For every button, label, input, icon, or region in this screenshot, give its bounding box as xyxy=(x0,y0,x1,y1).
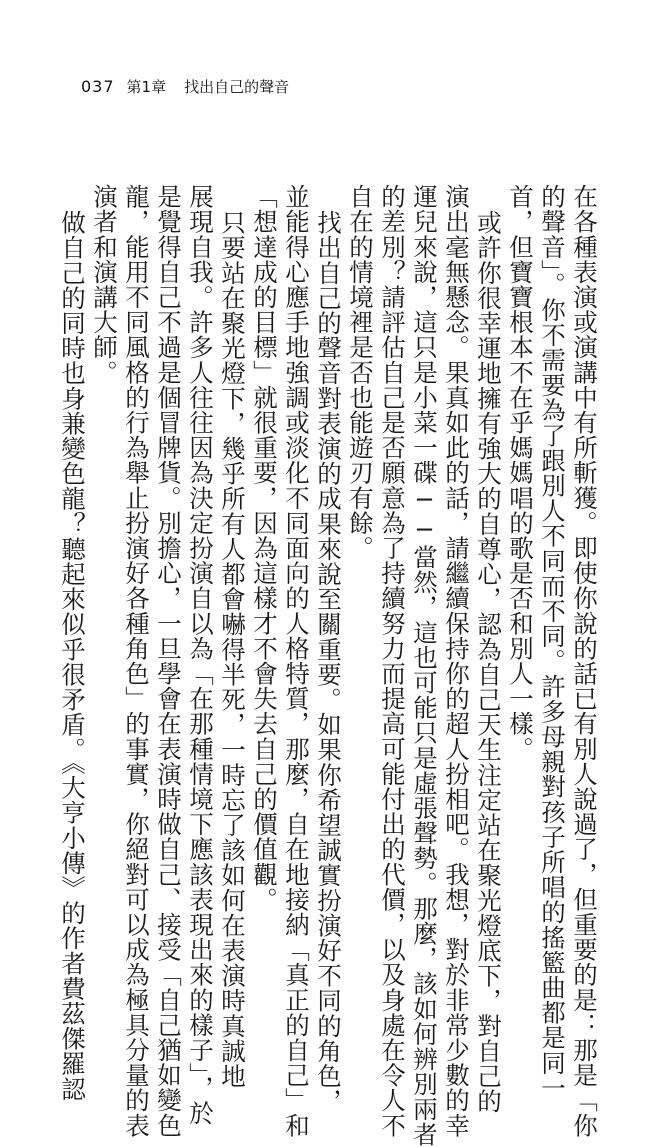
text-column-8: 自在的情境裡是否也能遊刃有餘。 xyxy=(346,184,375,561)
text-column-13: 展現自我。許多人往往因為決定扮演自以為「在那種情境下應該表現出來的樣子」，於 xyxy=(186,184,215,1126)
text-column-11: 「想達成的目標」就很重要，因為這樣才不會失去自己的價值觀。 xyxy=(250,184,279,912)
text-column-4: 或許你很幸運地擁有強大的自尊心，認為自己天生注定站在聚光燈底下，對自己的 xyxy=(474,210,503,1114)
text-column-9: 找出自己的聲音對表演的成果來說至關重要。如果你希望誠實扮演好不同的角色， xyxy=(314,210,343,1114)
chapter-label: 第1章 xyxy=(126,78,167,96)
page-number: 037 xyxy=(81,77,115,96)
text-column-12: 只要站在聚光燈下，幾乎所有人都會嚇得半死，一時忘了該如何在表演時真誠地 xyxy=(218,210,247,1089)
text-column-16: 演者和演講大師。 xyxy=(90,184,119,385)
chapter-title: 找出自己的聲音 xyxy=(184,78,290,96)
text-column-14: 是覺得自己不過是個冒牌貨。別擔心，一旦學會在表演時做自己、接受「自己猶如變色 xyxy=(154,184,183,1138)
text-column-5: 演出毫無懸念。果真如此的話，請繼續保持你的超人扮相吧。我想，對於非常少數的幸 xyxy=(442,184,471,1138)
text-column-17: 做自己的同時也身兼變色龍？聽起來似乎很矛盾。《大亨小傳》的作者費茲傑羅認 xyxy=(58,210,87,1102)
text-column-6: 運兒來說，這只是小菜一碟──當然，這也可能只是虛張聲勢。那麼，該如何辨別兩者 xyxy=(410,184,439,1147)
text-column-2: 的聲音」。你不需要為了跟別人不同而不同。許多母親對孩子所唱的搖籃曲都是同一 xyxy=(538,184,567,1101)
text-column-3: 首，但寶寶根本不在乎媽媽唱的歌是否和別人一樣。 xyxy=(506,184,535,762)
text-column-7: 的差別？請評估自己是否願意為了持續努力而提高可能付出的代價，以及身處在令人不 xyxy=(378,184,407,1138)
text-column-1: 在各種表演或演講中有所斬獲。即使你說的話已有別人說過了，但重要的是：那是「你 xyxy=(570,184,599,1138)
text-column-10: 並能得心應手地強調或淡化不同面向的人格特質，那麼，自在地接納「真正的自己」和 xyxy=(282,184,311,1138)
text-column-15: 龍，能用不同風格的行為舉止扮演好各種角色」的事實，你絕對可以成為極具分量的表 xyxy=(122,184,151,1138)
